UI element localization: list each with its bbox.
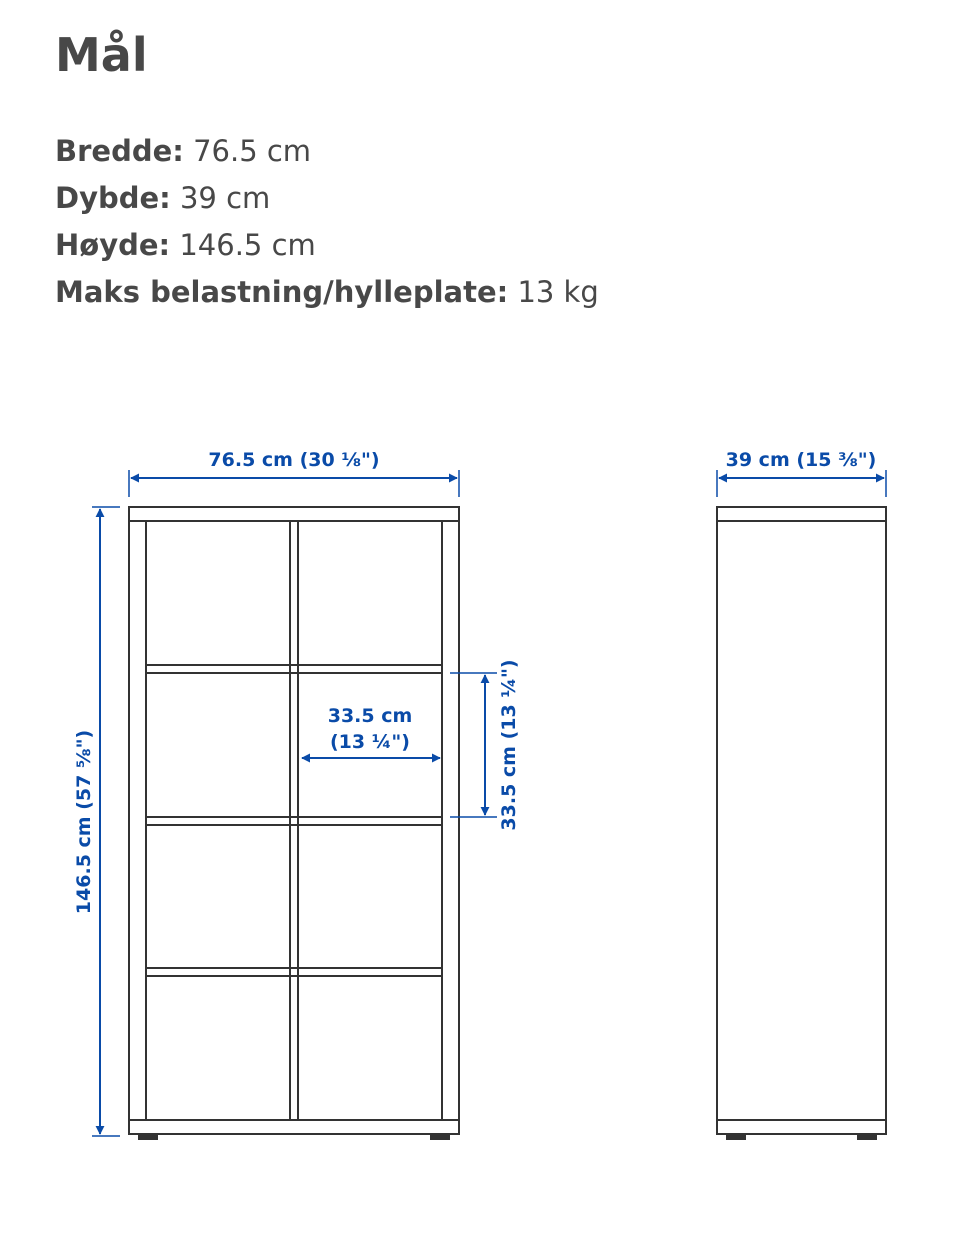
- compartment-height-dimension: [450, 659, 520, 830]
- compartment-width-label: 33.5 cm: [327, 705, 413, 727]
- spec-label: Bredde:: [55, 134, 184, 168]
- front-shelf-2: [146, 817, 442, 825]
- front-foot-left: [139, 1134, 157, 1139]
- width-dimension-label: 76.5 cm (30 ⅛"): [208, 449, 380, 471]
- front-shelf-1: [146, 665, 442, 673]
- spec-value: 13 kg: [517, 275, 599, 309]
- compartment-width-dimension: [302, 705, 440, 758]
- spec-label: Dybde:: [55, 181, 171, 215]
- page-title: Mål: [55, 28, 148, 82]
- side-body: [717, 521, 886, 1120]
- height-dimension-label: 146.5 cm (57 ⅝"): [73, 729, 95, 915]
- spec-label: Høyde:: [55, 228, 171, 262]
- spec-value: 146.5 cm: [179, 228, 316, 262]
- spec-value: 39 cm: [179, 181, 271, 215]
- side-foot-right: [858, 1134, 876, 1139]
- front-foot-right: [431, 1134, 449, 1139]
- spec-value: 76.5 cm: [193, 134, 312, 168]
- width-dimension: [129, 449, 459, 497]
- depth-dimension: [717, 449, 886, 497]
- depth-dimension-label: 39 cm (15 ⅜"): [725, 449, 877, 471]
- front-top-panel: [129, 507, 459, 521]
- side-bottom-panel: [717, 1120, 886, 1134]
- side-top-panel: [717, 507, 886, 521]
- spec-label: Maks belastning/hylleplate:: [55, 275, 509, 309]
- compartment-height-label: 33.5 cm (13 ¼"): [498, 659, 520, 831]
- front-center-divider: [290, 521, 298, 1120]
- front-right-side: [442, 521, 459, 1120]
- compartment-width-label-inch: (13 ¼"): [330, 731, 410, 753]
- height-dimension: [73, 507, 120, 1136]
- side-foot-left: [727, 1134, 745, 1139]
- front-shelf-3: [146, 968, 442, 976]
- front-view: [129, 507, 459, 1139]
- side-view: [717, 507, 886, 1139]
- front-bottom-panel: [129, 1120, 459, 1134]
- front-left-side: [129, 521, 146, 1120]
